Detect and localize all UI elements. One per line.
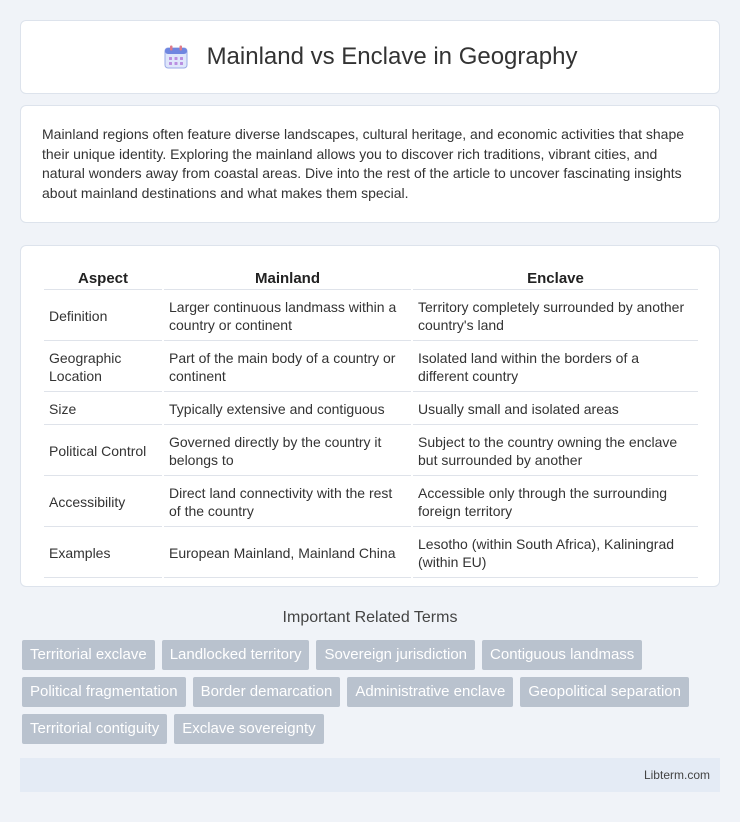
related-term-tag[interactable]: Contiguous landmass [482,640,642,670]
footer-brand-link[interactable]: Libterm.com [643,768,710,782]
related-terms-title: Important Related Terms [282,609,458,626]
column-header-enclave: Enclave [413,266,698,290]
calendar-icon [163,44,189,70]
column-header-aspect: Aspect [44,266,162,290]
mainland-cell: Direct land connectivity with the rest of the country [164,478,411,527]
aspect-cell: Examples [44,529,162,578]
aspect-cell: Political Control [44,427,162,476]
enclave-cell: Lesotho (within South Africa), Kaliningrad (within EU) [413,529,698,578]
intro-paragraph: Mainland regions often feature diverse landscapes, cultural heritage, and economic activities that shape their unique identity. Exploring the mainland allows you to discover rich traditions, vibrant cities, and natural wonders away from coastal areas. Dive into the rest of the article to uncover fascinating insights about mainland destinations and what makes them special. [42,126,685,201]
table-row [44,427,698,476]
enclave-cell: Isolated land within the borders of a different country [413,343,698,392]
aspect-cell: Size [44,394,162,425]
mainland-cell: Typically extensive and contiguous [164,394,411,425]
aspect-cell: Accessibility [44,478,162,527]
related-term-tag[interactable]: Territorial contiguity [22,714,167,744]
enclave-cell: Subject to the country owning the enclave but surrounded by another [413,427,698,476]
mainland-cell: Larger continuous landmass within a country or continent [164,292,411,341]
page-title: Mainland vs Enclave in Geography [206,43,578,70]
column-header-mainland: Mainland [164,266,411,290]
table-row [44,394,698,425]
related-term-tag[interactable]: Exclave sovereignty [174,714,323,744]
related-term-tag[interactable]: Sovereign jurisdiction [316,640,475,670]
related-term-tag[interactable]: Geopolitical separation [520,677,689,707]
mainland-cell: Part of the main body of a country or continent [164,343,411,392]
comparison-card [20,245,720,587]
header-card [20,20,720,94]
related-term-tag[interactable]: Landlocked territory [162,640,310,670]
table-row [44,343,698,392]
comparison-table [42,264,700,580]
table-row [44,529,698,578]
footer [20,758,720,792]
table-header-row [44,266,698,290]
intro-card [20,105,720,223]
related-term-tag[interactable]: Administrative enclave [347,677,513,707]
table-row [44,478,698,527]
mainland-cell: Governed directly by the country it belongs to [164,427,411,476]
related-term-tag[interactable]: Border demarcation [193,677,341,707]
related-term-tag[interactable]: Territorial exclave [22,640,155,670]
related-terms-list [22,640,722,744]
aspect-cell: Geographic Location [44,343,162,392]
table-row [44,292,698,341]
enclave-cell: Accessible only through the surrounding foreign territory [413,478,698,527]
related-term-tag[interactable]: Political fragmentation [22,677,186,707]
mainland-cell: European Mainland, Mainland China [164,529,411,578]
header-inner [163,43,578,71]
enclave-cell: Usually small and isolated areas [413,394,698,425]
enclave-cell: Territory completely surrounded by another country's land [413,292,698,341]
aspect-cell: Definition [44,292,162,341]
